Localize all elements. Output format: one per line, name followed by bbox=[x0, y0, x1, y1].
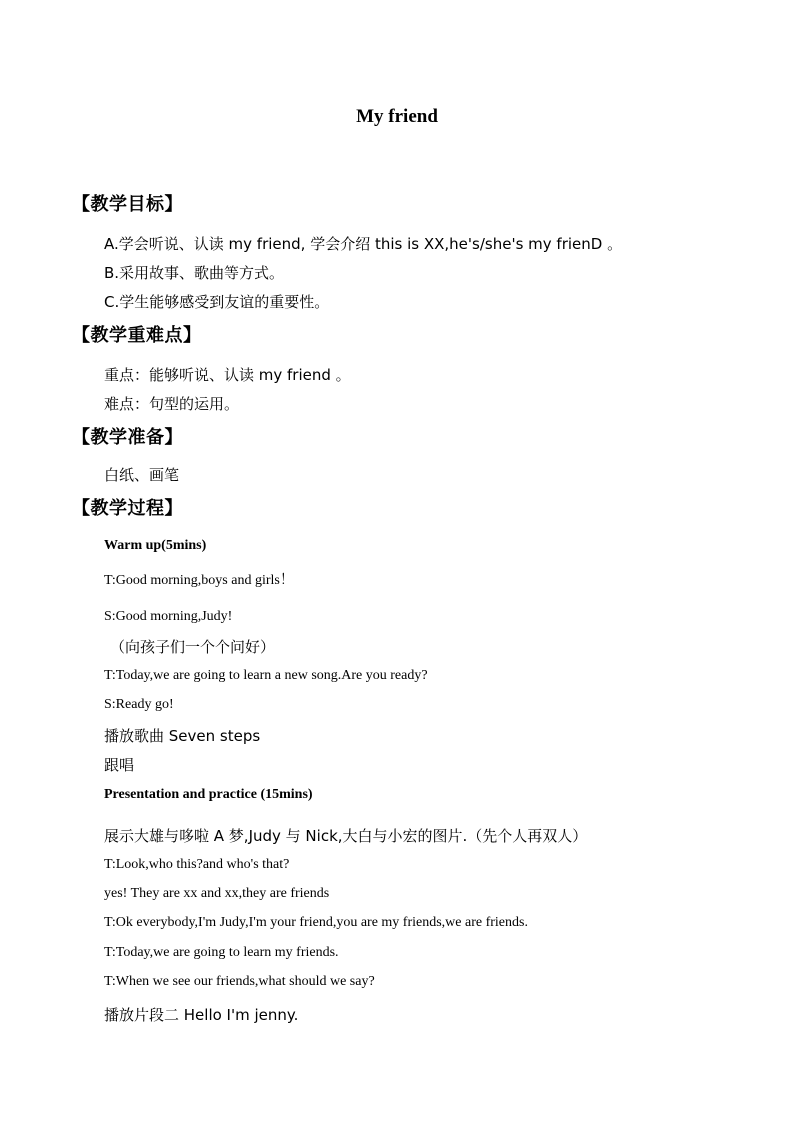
process-line: 播放歌曲 Seven steps bbox=[104, 727, 261, 745]
key-point-line: 重点：能够听说、认读 my friend 。 bbox=[104, 366, 351, 384]
process-line: （向孩子们一个个问好） bbox=[110, 638, 276, 656]
preparation-line: 白纸、画笔 bbox=[104, 466, 180, 484]
process-line: T:Today,we are going to learn a new song.Are you ready? bbox=[104, 668, 428, 683]
section-heading-process: 【教学过程】 bbox=[72, 498, 183, 519]
section-heading-preparation: 【教学准备】 bbox=[72, 427, 183, 448]
section-heading-objectives: 【教学目标】 bbox=[72, 194, 183, 215]
objective-line: B.采用故事、歌曲等方式。 bbox=[104, 264, 285, 282]
process-line: 展示大雄与哆啦 A 梦,Judy 与 Nick,大白与小宏的图片.（先个人再双人） bbox=[104, 827, 588, 845]
objective-line: A.学会听说、认读 my friend, 学会介绍 this is XX,he's/she's my frienD 。 bbox=[104, 235, 623, 253]
process-line: T:Look,who this?and who's that? bbox=[104, 857, 290, 872]
process-line: yes! They are xx and xx,they are friends bbox=[104, 886, 330, 901]
section-heading-key-points: 【教学重难点】 bbox=[72, 325, 202, 346]
process-line: T:Good morning,boys and girls！ bbox=[104, 573, 294, 588]
process-line: S:Good morning,Judy! bbox=[104, 609, 233, 624]
process-line: T:When we see our friends,what should we say? bbox=[104, 974, 375, 989]
process-line: 跟唱 bbox=[104, 756, 135, 774]
process-subheading-presentation: Presentation and practice (15mins) bbox=[104, 787, 313, 802]
process-line: T:Today,we are going to learn my friends. bbox=[104, 945, 339, 960]
document-title: My friend bbox=[356, 106, 438, 127]
process-subheading-warm-up: Warm up(5mins) bbox=[104, 538, 207, 553]
process-line: T:Ok everybody,I'm Judy,I'm your friend,you are my friends,we are friends. bbox=[104, 915, 528, 930]
process-line: S:Ready go! bbox=[104, 697, 174, 712]
key-point-line: 难点：句型的运用。 bbox=[104, 395, 240, 413]
objective-line: C.学生能够感受到友谊的重要性。 bbox=[104, 293, 330, 311]
process-line: 播放片段二 Hello I'm jenny. bbox=[104, 1006, 299, 1024]
